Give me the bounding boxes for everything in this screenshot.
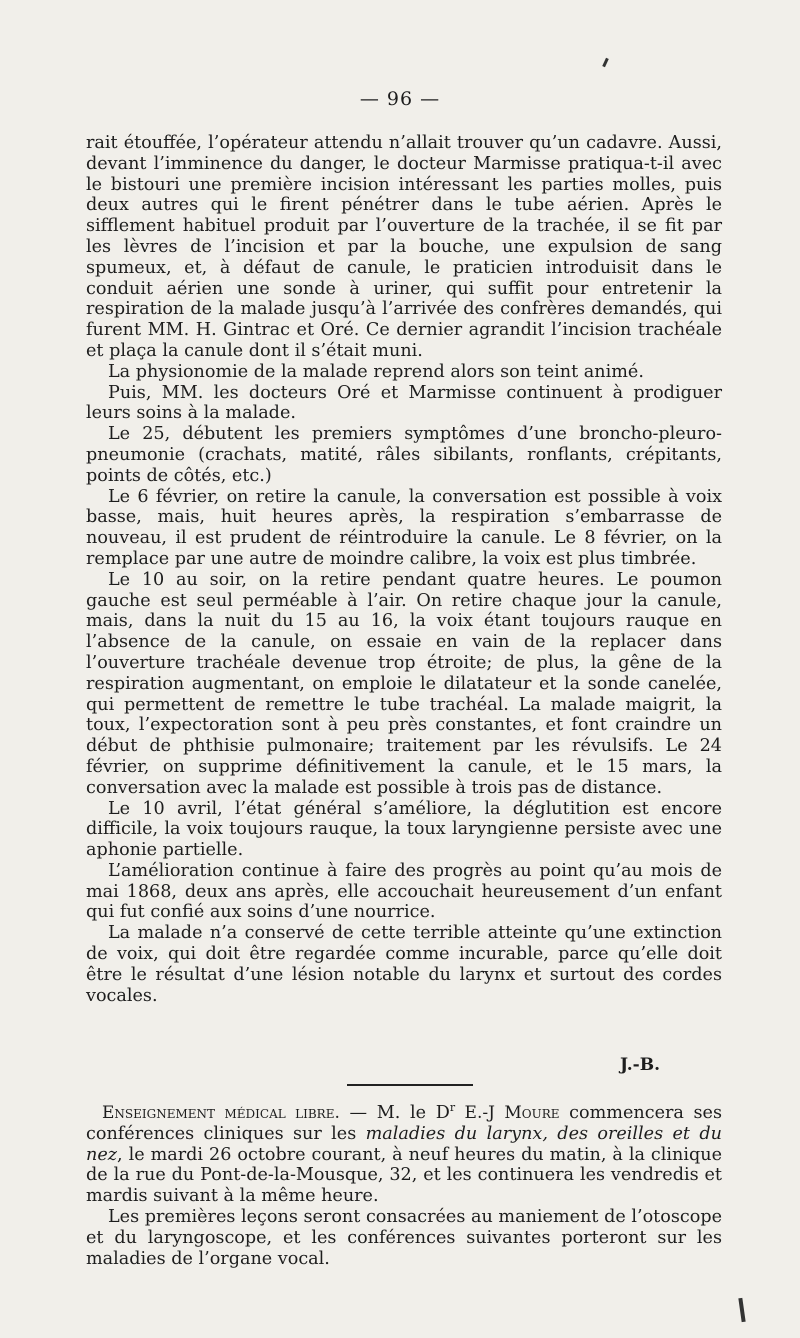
- announcement-text: , le mardi 26 octobre courant, à neuf heures du matin, à la clinique de la rue du Pont-de-la-Mousque, 32, et les continuera les vendredis et mardis suivant à la même heure.: [86, 1144, 722, 1207]
- paragraph: Puis, MM. les docteurs Oré et Marmisse continuent à prodiguer leurs soins à la malade.: [86, 382, 722, 424]
- doctor-superscript: r: [449, 1101, 456, 1115]
- lecture-topic: maladies du larynx, des oreilles et du nez: [86, 1123, 722, 1165]
- author-signature: J.-B.: [620, 1055, 660, 1075]
- paragraph: Le 10 avril, l’état général s’améliore, la déglutition est encore difficile, la voix toujours rauque, la toux laryngienne persiste avec une aphonie partielle.: [86, 798, 722, 861]
- page-number: — 96 —: [359, 88, 441, 110]
- announcement: [86, 1103, 722, 1269]
- announcement-paragraph: [86, 1103, 722, 1207]
- paragraph: Le 10 au soir, on la retire pendant quatre heures. Le poumon gauche est seul perméable à l’air. On retire chaque jour la canule, mais, dans la nuit du 15 au 16, la voix étant toujours rauque en l’absence de la canule, on essaie en vain de la replacer dans l’ouverture trachéale devenue trop étroite; de plus, la gêne de la respiration augmentant, on emploie le dilatateur et la sonde canelée, qui permettent de remettre le tube trachéal. La malade maigrit, la toux, l’expectoration sont à peu près constantes, et font craindre un début de phthisie pulmonaire; traitement par les révulsifs. Le 24 février, on supprime définitivement la canule, et le 15 mars, la conversation avec la malade est possible à trois pas de distance.: [86, 569, 722, 798]
- lecturer-name: E.-J Moure: [455, 1103, 560, 1123]
- ink-speck: [738, 1298, 745, 1322]
- announcement-paragraph: Les premières leçons seront consacrées au maniement de l’otoscope et du laryngoscope, et les conférences suivantes porteront sur les maladies de l’organe vocal.: [86, 1206, 722, 1269]
- announcement-dash: — M. le D: [339, 1103, 450, 1123]
- paragraph: La physionomie de la malade reprend alors son teint animé.: [108, 361, 644, 382]
- section-divider: [347, 1084, 473, 1086]
- paragraph: rait étouffée, l’opérateur attendu n’allait trouver qu’un cadavre. Aussi, devant l’imminence du danger, le docteur Marmisse pratiqua-t-il avec le bistouri une première incision intéressant les parties molles, puis deux autres qui le firent pénétrer dans le tube aérien. Après le sifflement habituel produit par l’ouverture de la trachée, il se fit par les lèvres de l’incision et par la bouche, une expulsion de sang spumeux, et, à défaut de canule, le praticien introduisit dans le conduit aérien une sonde à uriner, qui suffit pour entretenir la respiration de la malade jusqu’à l’arrivée des confrères demandés, qui furent MM. H. Gintrac et Oré. Ce dernier agrandit l’incision trachéale et plaça la canule dont il s’était muni.: [86, 133, 722, 361]
- ink-speck: [602, 58, 609, 67]
- paragraph: Le 25, débutent les premiers symptômes d’une broncho-pleuro-pneumonie (crachats, matité, râles sibilants, ronflants, crépitants, points de côtés, etc.): [86, 424, 722, 486]
- paragraph: L’amélioration continue à faire des progrès au point qu’au mois de mai 1868, deux ans après, elle accouchait heureusement d’un enfant qui fut confié aux soins d’une nourrice.: [86, 860, 722, 923]
- announcement-heading: Enseignement médical libre.: [102, 1103, 340, 1123]
- case-report-text: [86, 133, 722, 1006]
- paragraph: Le 6 février, on retire la canule, la conversation est possible à voix basse, mais, huit heures après, la respiration s’embarrasse de nouveau, il est prudent de réintroduire la canule. Le 8 février, on la remplace par une autre de moindre calibre, la voix est plus timbrée.: [86, 486, 722, 569]
- announcement-text: commencera ses conférences cliniques sur les: [86, 1103, 722, 1144]
- paragraph: La malade n’a conservé de cette terrible atteinte qu’une extinction de voix, qui doit être regardée comme incurable, parce qu’elle doit être le résultat d’une lésion notable du larynx et surtout des cordes vocales.: [86, 923, 722, 1006]
